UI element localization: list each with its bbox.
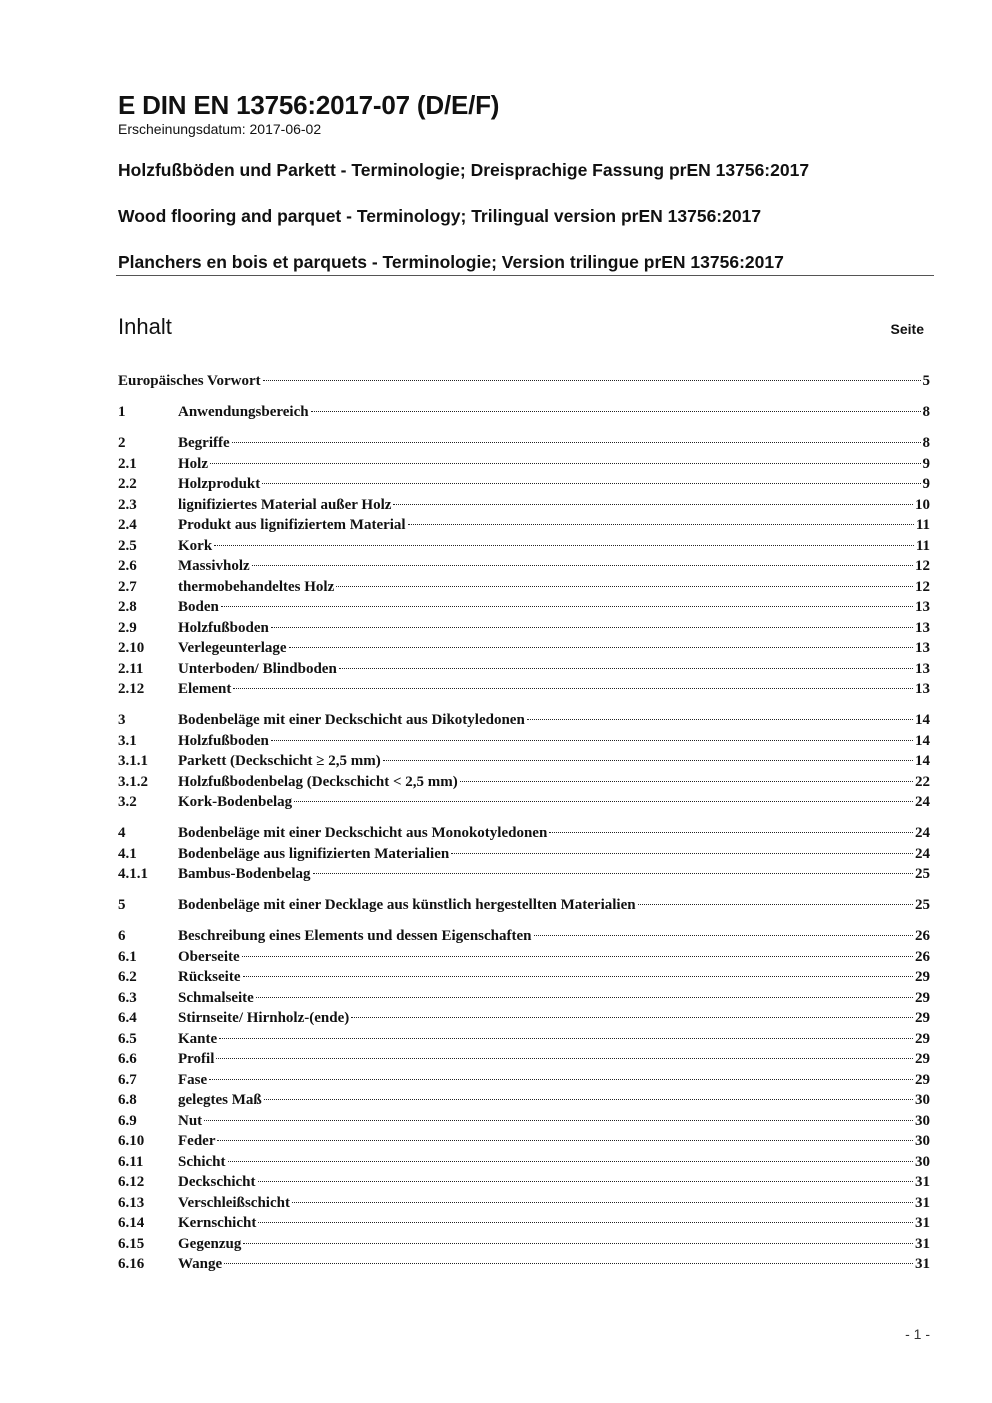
- toc-entry-number: 6.16: [118, 1256, 145, 1272]
- toc-entry-number: 2.1: [118, 455, 137, 472]
- toc-dot-leader: [383, 760, 913, 761]
- toc-entry[interactable]: [118, 556, 930, 577]
- toc-entry-number: 2.2: [118, 476, 137, 492]
- toc-entry-page: 29: [915, 1071, 930, 1088]
- title-english: Wood flooring and parquet - Terminology; Trilingual version prEN 13756:2017: [118, 206, 762, 226]
- header-divider: [116, 275, 934, 276]
- toc-entry-page: 14: [915, 732, 930, 749]
- toc-entry-title: Oberseite: [178, 948, 240, 965]
- toc-entry-page: 14: [915, 753, 930, 769]
- toc-entry-page: 13: [915, 619, 930, 636]
- toc-entry-number: 6.3: [118, 989, 137, 1006]
- toc-entry[interactable]: [118, 1131, 930, 1152]
- toc-entry-number: 2.10: [118, 640, 145, 656]
- toc-dot-leader: [258, 1222, 913, 1223]
- toc-dot-leader: [292, 1202, 913, 1203]
- toc-entry-page: 31: [915, 1235, 930, 1252]
- toc-entry[interactable]: [118, 618, 930, 639]
- toc-dot-leader: [294, 801, 913, 802]
- toc-entry-number: 6.10: [118, 1133, 145, 1149]
- toc-dot-leader: [336, 586, 913, 587]
- toc-entry-page: 31: [915, 1174, 930, 1190]
- toc-entry-title: Verlegeunterlage: [178, 640, 287, 656]
- toc-entry-title: Bodenbeläge mit einer Decklage aus künstlich hergestellten Materialien: [178, 897, 636, 913]
- toc-entry-page: 29: [915, 1051, 930, 1067]
- toc-entry[interactable]: [118, 864, 930, 885]
- toc-entry[interactable]: [118, 1008, 930, 1029]
- toc-entry-page: 11: [915, 537, 930, 554]
- toc-entry-number: 6.14: [118, 1215, 145, 1231]
- toc-dot-leader: [393, 504, 913, 505]
- toc-dot-leader: [228, 1161, 913, 1162]
- toc-entry[interactable]: [118, 895, 930, 916]
- toc-entry[interactable]: [118, 751, 930, 772]
- toc-entry-title: Kante: [178, 1030, 218, 1047]
- toc-entry[interactable]: [118, 536, 930, 557]
- publication-date: Erscheinungsdatum: 2017-06-02: [118, 121, 322, 137]
- toc-entry-number: 4.1: [118, 845, 137, 862]
- toc-entry-title: Anwendungsbereich: [178, 404, 309, 420]
- toc-entry-number: 2.7: [118, 578, 137, 595]
- toc-entry-page: 9: [922, 476, 930, 492]
- toc-entry-title: Unterboden/ Blindboden: [178, 660, 337, 677]
- toc-dot-leader: [313, 873, 913, 874]
- toc-entry-number: 6.9: [118, 1112, 137, 1129]
- toc-dot-leader: [271, 627, 913, 628]
- toc-dot-leader: [224, 1263, 913, 1264]
- toc-dot-leader: [243, 1243, 913, 1244]
- toc-entry-title: Deckschicht: [178, 1174, 256, 1190]
- toc-dot-leader: [216, 1058, 913, 1059]
- toc-entry-title: Beschreibung eines Elements und dessen Eigenschaften: [178, 928, 532, 944]
- toc-dot-leader: [534, 935, 913, 936]
- toc-entry-title: Kork-Bodenbelag: [178, 794, 293, 810]
- toc-entry-page: 31: [915, 1194, 930, 1211]
- toc-entry[interactable]: [118, 844, 930, 865]
- toc-dot-leader: [233, 688, 913, 689]
- toc-entry-page: 31: [915, 1215, 930, 1231]
- toc-entry-number: 2.12: [118, 681, 145, 697]
- toc-entry-title: Holz: [178, 455, 208, 472]
- toc-entry-title: Bambus-Bodenbelag: [178, 866, 311, 882]
- toc-entry-title: Bodenbeläge aus lignifizierten Materialien: [178, 845, 450, 862]
- toc-dot-leader: [638, 904, 913, 905]
- toc-dot-leader: [210, 463, 921, 464]
- toc-entry[interactable]: [118, 659, 930, 680]
- toc-entry-page: 12: [915, 558, 930, 574]
- toc-dot-leader: [549, 832, 913, 833]
- toc-entry-number: 6: [118, 928, 126, 944]
- toc-entry[interactable]: [118, 967, 930, 988]
- toc-entry-number: 6.8: [118, 1092, 137, 1108]
- toc-dot-leader: [209, 1079, 913, 1080]
- toc-dot-leader: [232, 442, 921, 443]
- toc-entry-title: Gegenzug: [178, 1235, 242, 1252]
- toc-dot-leader: [311, 411, 921, 412]
- toc-dot-leader: [339, 668, 913, 669]
- toc-dot-leader: [258, 1181, 914, 1182]
- toc-entry-number: 3.2: [118, 794, 137, 810]
- document-title: E DIN EN 13756:2017-07 (D/E/F): [118, 90, 500, 120]
- toc-entry[interactable]: [118, 1254, 930, 1275]
- toc-entry-number: 4: [118, 825, 126, 841]
- toc-entry-number: 6.12: [118, 1174, 145, 1190]
- toc-entry-number: 3: [118, 712, 126, 728]
- toc-entry[interactable]: [118, 1234, 930, 1255]
- title-german: Holzfußböden und Parkett - Terminologie; Dreisprachige Fassung prEN 13756:2017: [118, 160, 810, 180]
- toc-entry-title: Verschleißschicht: [178, 1194, 290, 1211]
- toc-entry-page: 14: [915, 712, 930, 728]
- toc-dot-leader: [214, 545, 914, 546]
- toc-dot-leader: [289, 647, 913, 648]
- toc-entry-number: 6.2: [118, 969, 137, 985]
- toc-entry[interactable]: [118, 988, 930, 1009]
- toc-entry-page: 31: [915, 1256, 930, 1272]
- toc-entry-page: 29: [915, 1030, 930, 1047]
- toc-entry-title: Begriffe: [178, 435, 230, 451]
- toc-entry-title: Holzprodukt: [178, 476, 261, 492]
- toc-dot-leader: [271, 740, 913, 741]
- toc-dot-leader: [527, 719, 913, 720]
- toc-entry-page: 10: [915, 496, 930, 513]
- toc-entry-title: Holzfußboden: [178, 732, 269, 749]
- toc-entry-title: Massivholz: [178, 558, 250, 574]
- toc-entry-title: Bodenbeläge mit einer Deckschicht aus Monokotyledonen: [178, 825, 548, 841]
- toc-entry[interactable]: [118, 515, 930, 536]
- toc-entry-page: 29: [915, 1010, 930, 1026]
- toc-dot-leader: [263, 380, 921, 381]
- toc-dot-leader: [242, 956, 913, 957]
- toc-entry-page: 22: [915, 773, 930, 790]
- toc-entry-page: 24: [915, 845, 930, 862]
- toc-entry[interactable]: [118, 710, 930, 731]
- toc-entry[interactable]: [118, 454, 930, 475]
- toc-entry-page: 25: [915, 897, 930, 913]
- toc-entry-title: thermobehandeltes Holz: [178, 578, 335, 595]
- toc-entry[interactable]: [118, 371, 930, 392]
- toc-entry-title: Parkett (Deckschicht ≥ 2,5 mm): [178, 753, 381, 769]
- toc-entry[interactable]: [118, 474, 930, 495]
- toc-dot-leader: [204, 1120, 913, 1121]
- toc-entry[interactable]: [118, 402, 930, 423]
- toc-dot-leader: [351, 1017, 913, 1018]
- toc-entry-title: Stirnseite/ Hirnholz-(ende): [178, 1010, 350, 1026]
- toc-entry-page: 13: [915, 681, 930, 697]
- toc-dot-leader: [262, 483, 920, 484]
- toc-entry-number: 6.15: [118, 1235, 145, 1252]
- toc-entry-number: 6.5: [118, 1030, 137, 1047]
- toc-entry-page: 30: [915, 1153, 930, 1170]
- toc-entry-number: 1: [118, 404, 126, 420]
- toc-dot-leader: [451, 853, 913, 854]
- toc-entry-title: Fase: [178, 1071, 208, 1088]
- toc-entry[interactable]: [118, 1193, 930, 1214]
- toc-entry-number: 6.13: [118, 1194, 145, 1211]
- toc-entry[interactable]: [118, 823, 930, 844]
- toc-entry-number: 2.5: [118, 537, 137, 554]
- toc-entry-page: 8: [922, 404, 930, 420]
- toc-entry-number: 5: [118, 897, 126, 913]
- toc-entry[interactable]: [118, 433, 930, 454]
- toc-entry-title: Schmalseite: [178, 989, 254, 1006]
- toc-entry-title: gelegtes Maß: [178, 1092, 262, 1108]
- toc-entry-title: Europäisches Vorwort: [118, 373, 261, 389]
- table-of-contents: [118, 371, 930, 1275]
- toc-entry[interactable]: [118, 1111, 930, 1132]
- toc-entry[interactable]: [118, 577, 930, 598]
- toc-entry[interactable]: [118, 731, 930, 752]
- toc-entry-page: 8: [922, 435, 930, 451]
- toc-entry-title: Element: [178, 681, 232, 697]
- toc-entry-page: 9: [922, 455, 930, 472]
- toc-entry[interactable]: [118, 1213, 930, 1234]
- toc-dot-leader: [408, 524, 914, 525]
- toc-entry-page: 25: [915, 866, 930, 882]
- toc-entry-page: 12: [915, 578, 930, 595]
- toc-entry-page: 24: [915, 794, 930, 810]
- toc-entry-number: 6.7: [118, 1071, 137, 1088]
- toc-entry-number: 2.3: [118, 496, 137, 513]
- toc-entry-number: 6.4: [118, 1010, 137, 1026]
- toc-entry-title: Holzfußboden: [178, 619, 269, 636]
- toc-entry-page: 29: [915, 969, 930, 985]
- toc-entry-title: Nut: [178, 1112, 203, 1129]
- toc-entry-title: Rückseite: [178, 969, 241, 985]
- toc-entry[interactable]: [118, 638, 930, 659]
- toc-entry-page: 30: [915, 1133, 930, 1149]
- toc-entry[interactable]: [118, 495, 930, 516]
- toc-entry-title: Feder: [178, 1133, 216, 1149]
- toc-entry-title: Kork: [178, 537, 213, 554]
- toc-entry[interactable]: [118, 1070, 930, 1091]
- toc-entry[interactable]: [118, 1049, 930, 1070]
- toc-entry-title: Produkt aus lignifiziertem Material: [178, 517, 406, 533]
- toc-entry-page: 13: [915, 640, 930, 656]
- toc-dot-leader: [256, 997, 913, 998]
- toc-entry-number: 4.1.1: [118, 866, 148, 882]
- toc-entry-title: Holzfußbodenbelag (Deckschicht < 2,5 mm): [178, 773, 458, 790]
- toc-dot-leader: [264, 1099, 913, 1100]
- toc-entry-title: Schicht: [178, 1153, 226, 1170]
- toc-entry[interactable]: [118, 597, 930, 618]
- toc-dot-leader: [243, 976, 914, 977]
- toc-entry-page: 13: [915, 660, 930, 677]
- toc-entry-number: 6.6: [118, 1051, 137, 1067]
- toc-dot-leader: [252, 565, 913, 566]
- toc-entry-number: 6.1: [118, 948, 137, 965]
- toc-entry-page: 24: [915, 825, 930, 841]
- toc-entry-title: Boden: [178, 599, 219, 615]
- toc-dot-leader: [221, 606, 913, 607]
- toc-entry-page: 30: [915, 1112, 930, 1129]
- toc-entry-title: lignifiziertes Material außer Holz: [178, 496, 392, 513]
- toc-entry-number: 2.8: [118, 599, 137, 615]
- toc-entry[interactable]: [118, 792, 930, 813]
- toc-entry-number: 2.4: [118, 517, 137, 533]
- page-number: - 1 -: [905, 1326, 930, 1342]
- toc-entry-title: Wange: [178, 1256, 223, 1272]
- toc-entry-page: 29: [915, 989, 930, 1006]
- toc-entry-page: 11: [915, 517, 930, 533]
- toc-entry-number: 3.1.1: [118, 753, 148, 769]
- toc-entry[interactable]: [118, 926, 930, 947]
- toc-entry-number: 2: [118, 435, 126, 451]
- toc-entry-page: 30: [915, 1092, 930, 1108]
- toc-entry-title: Kernschicht: [178, 1215, 257, 1231]
- toc-entry-title: Bodenbeläge mit einer Deckschicht aus Dikotyledonen: [178, 712, 525, 728]
- toc-entry[interactable]: [118, 1152, 930, 1173]
- toc-entry[interactable]: [118, 1090, 930, 1111]
- toc-entry-page: 26: [915, 948, 930, 965]
- toc-dot-leader: [219, 1038, 913, 1039]
- toc-entry-title: Profil: [178, 1051, 215, 1067]
- toc-entry-number: 2.6: [118, 558, 137, 574]
- toc-entry-number: 2.11: [118, 660, 144, 677]
- toc-entry[interactable]: [118, 1029, 930, 1050]
- toc-entry-page: 26: [915, 928, 930, 944]
- toc-entry-number: 3.1: [118, 732, 137, 749]
- toc-entry-page: 5: [922, 373, 930, 389]
- toc-heading: Inhalt: [118, 314, 172, 339]
- toc-dot-leader: [460, 781, 913, 782]
- toc-entry-number: 6.11: [118, 1153, 144, 1170]
- toc-entry-number: 3.1.2: [118, 773, 148, 790]
- toc-entry[interactable]: [118, 947, 930, 968]
- toc-entry[interactable]: [118, 1172, 930, 1193]
- toc-page-column-label: Seite: [890, 321, 924, 337]
- toc-entry-page: 13: [915, 599, 930, 615]
- title-french: Planchers en bois et parquets - Terminologie; Version trilingue prEN 13756:2017: [118, 252, 784, 272]
- toc-entry[interactable]: [118, 772, 930, 793]
- toc-entry-number: 2.9: [118, 619, 137, 636]
- toc-dot-leader: [217, 1140, 913, 1141]
- toc-entry[interactable]: [118, 679, 930, 700]
